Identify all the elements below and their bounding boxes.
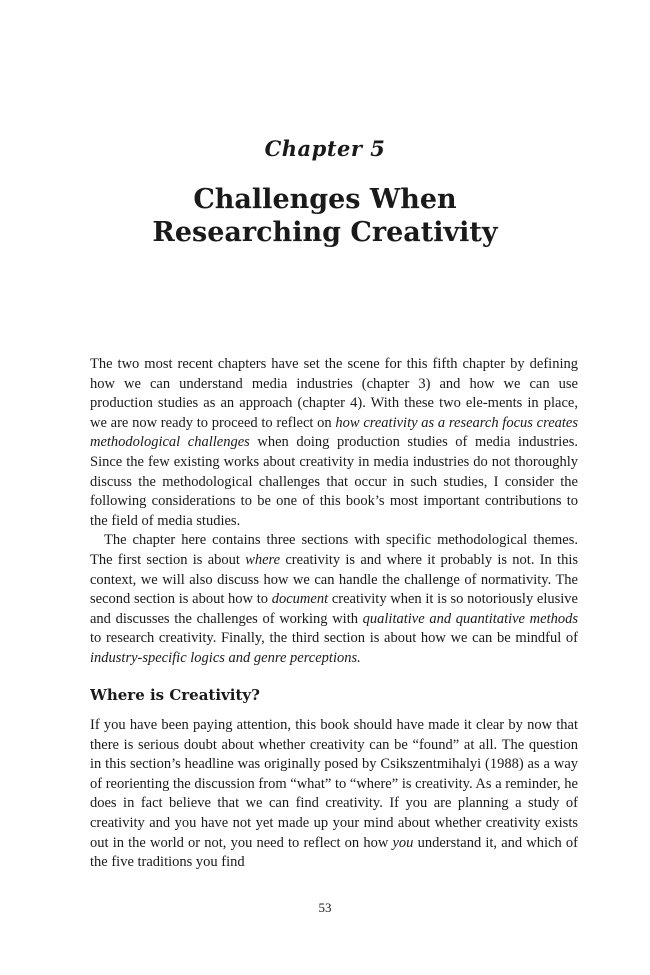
body-text (90, 355, 578, 873)
paragraph-where-text-1: If you have been paying attention, this book should have made it clear by now that there is serious doubt about whether creativity can be “found” at all. The question in this section’s headline was originally posed by Csikszentmihalyi (1988) as a way of reorienting the discussion from “what” to “where” is creativity. As a reminder, he does in fact believe that we can find creativity. If you are planning a study of creativity and you have not yet made up your mind about whether creativity exists out in the world or not, you need to reflect on how (90, 717, 578, 851)
page-number: 53 (318, 900, 332, 915)
chapter-title-line-2: Researching Creativity (152, 217, 498, 248)
paragraph-overview (90, 531, 578, 668)
paragraph-where-emphasis: you (392, 834, 414, 851)
paragraph-overview-text-3: creativity when it is so notoriously elusive and discusses the challenges of working with (90, 591, 578, 627)
chapter-label: Chapter 5 (264, 136, 386, 161)
chapter-title-line-1: Challenges When (193, 184, 457, 215)
paragraph-overview-emphasis-3: qualitative and quantitative methods (362, 610, 578, 627)
section-heading: Where is Creativity? (90, 685, 260, 704)
paragraph-overview-emphasis-4: industry-specific logics and genre perceptions. (90, 649, 361, 666)
paragraph-overview-text-2: creativity is and where it probably is not. In this context, we will also discuss how we can handle the challenge of normativity. The second section is about how to (90, 551, 579, 608)
paragraph-intro-emphasis: how creativity as a research focus creates methodological challenges (90, 414, 578, 451)
paragraph-where-text-2: understand it, and which of the five traditions you find (90, 834, 578, 871)
paragraph-overview-text-1: The chapter here contains three sections with specific methodological themes. The first section is about (90, 532, 578, 568)
paragraph-intro-text-2: when doing production studies of media industries. Since the few existing works about creativity in media industries do not thoroughly discuss the methodological challenges that occur in such studies, I consider the following considerations to be one of this book’s most important contributions to the field of media studies. (90, 434, 578, 529)
paragraph-intro (90, 355, 578, 531)
paragraph-where (90, 716, 578, 873)
paragraph-overview-emphasis-1: where (245, 551, 281, 568)
paragraph-overview-emphasis-2: document (271, 591, 329, 608)
paragraph-overview-text-4: to research creativity. Finally, the third section is about how we can be mindful of (90, 630, 578, 647)
paragraph-intro-text-1: The two most recent chapters have set the scene for this fifth chapter by defining how we can understand media industries (chapter 3) and how we can use production studies as an approach (chapter 4). With these two ele-ments in place, we are now ready to proceed to reflect on (90, 356, 578, 431)
chapter-title (0, 183, 650, 249)
